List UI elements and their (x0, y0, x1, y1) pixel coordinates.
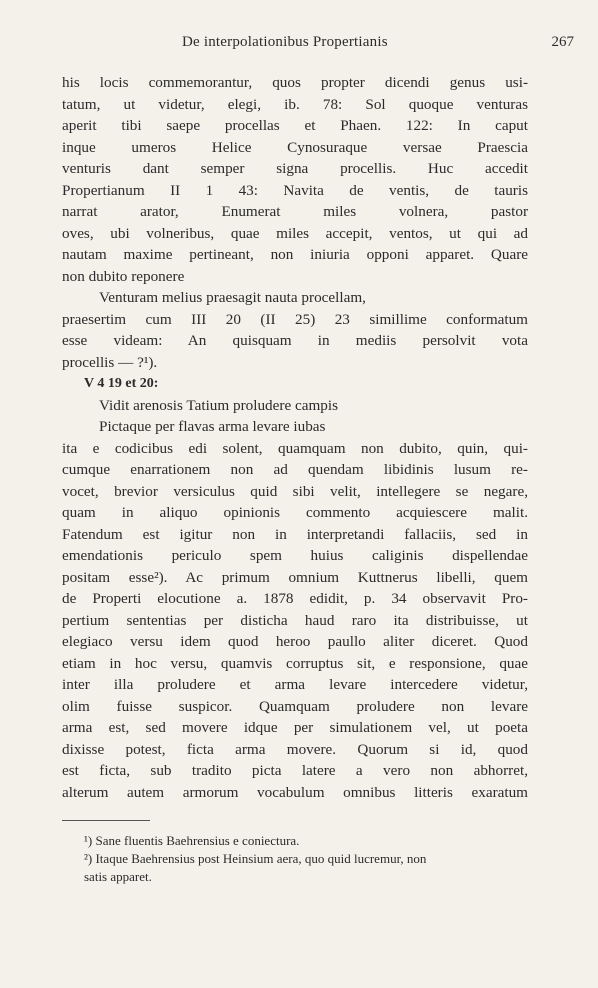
body-line: quam in aliquo opinionis commento acquiescere malit. (62, 504, 528, 521)
footnote: ²) Itaque Baehrensius post Heinsium aera, quo quid lucremur, non (84, 851, 427, 866)
body-line: arma est, sed movere idque per simulationem vel, ut poeta (62, 719, 528, 736)
body-line: aperit tibi saepe procellas et Phaen. 122: In caput (62, 117, 528, 134)
body-line: olim fuisse suspicor. Quamquam proludere non levare (62, 697, 528, 715)
footnote: ¹) Sane fluentis Baehrensius e coniectura. (84, 833, 300, 848)
footnote-divider (62, 820, 150, 821)
body-line: inque umeros Helice Cynosuraque versae Praescia (62, 138, 528, 156)
body-line: his locis commemorantur, quos propter dicendi genus usi- (62, 74, 528, 91)
body-line: Fatendum est igitur non in interpretandi fallaciis, sed in (62, 525, 528, 543)
body-line: inter illa proludere et arma levare intercedere videtur, (62, 676, 528, 693)
body-line: non dubito reponere (62, 267, 185, 285)
body-line: venturis dant semper signa procellis. Huc accedit (62, 160, 528, 177)
body-line: alterum autem armorum vocabulum omnibus litteris exaratum (62, 783, 528, 801)
verse-line: Pictaque per flavas arma levare iubas (99, 418, 326, 435)
footnote-continuation: satis apparet. (84, 869, 152, 884)
page-number: 267 (551, 34, 574, 50)
body-line: est ficta, sub tradito picta latere a vero non abhorret, (62, 762, 528, 779)
body-line: elegiaco versu idem quod heroo paullo aliter diceret. Quod (62, 633, 528, 650)
body-line: oves, ubi volneribus, quae miles accepit, ventos, ut qui ad (62, 224, 528, 242)
footnotes (62, 832, 528, 886)
body-line: nautam maxime pertineant, non iniuria opponi apparet. Quare (62, 246, 528, 263)
page-header (62, 34, 586, 56)
body-line: pertium sententias per disticha haud raro ita distribuisse, ut (62, 611, 528, 629)
body-line: tatum, ut videtur, elegi, ib. 78: Sol quoque venturas (62, 95, 528, 113)
body-line: praesertim cum III 20 (II 25) 23 simillime conformatum (62, 310, 528, 328)
body-line: vocet, brevior versiculus quid sibi velit, intellegere se negare, (62, 482, 528, 500)
body-line: narrat arator, Enumerat miles volnera, pastor (62, 203, 528, 220)
body-text (62, 72, 528, 803)
body-line: emendationis periculo spem huius caliginis dispellendae (62, 547, 528, 564)
verse-line: Venturam melius praesagit nauta procellam, (99, 289, 366, 306)
section-heading: V 4 19 et 20: (84, 376, 159, 391)
body-line: etiam in hoc versu, quamvis corruptus sit, e responsione, quae (62, 654, 528, 672)
body-line: cumque enarrationem non ad quendam libidinis lusum re- (62, 461, 528, 478)
running-title: De interpolationibus Propertianis (182, 34, 388, 50)
body-line: ita e codicibus edi solent, quamquam non dubito, quin, qui- (62, 439, 528, 457)
body-line: esse videam: An quisquam in mediis persolvit vota (62, 332, 528, 349)
verse-line: Vidit arenosis Tatium proludere campis (99, 396, 339, 414)
body-line: Propertianum II 1 43: Navita de ventis, de tauris (62, 181, 528, 199)
body-line: de Properti elocutione a. 1878 edidit, p. 34 observavit Pro- (62, 590, 528, 607)
body-line: procellis — ?¹). (62, 353, 158, 371)
body-line: dixisse potest, ficta arma movere. Quorum si id, quod (62, 740, 528, 758)
body-line: positam esse²). Ac primum omnium Kuttnerus libelli, quem (62, 568, 528, 586)
